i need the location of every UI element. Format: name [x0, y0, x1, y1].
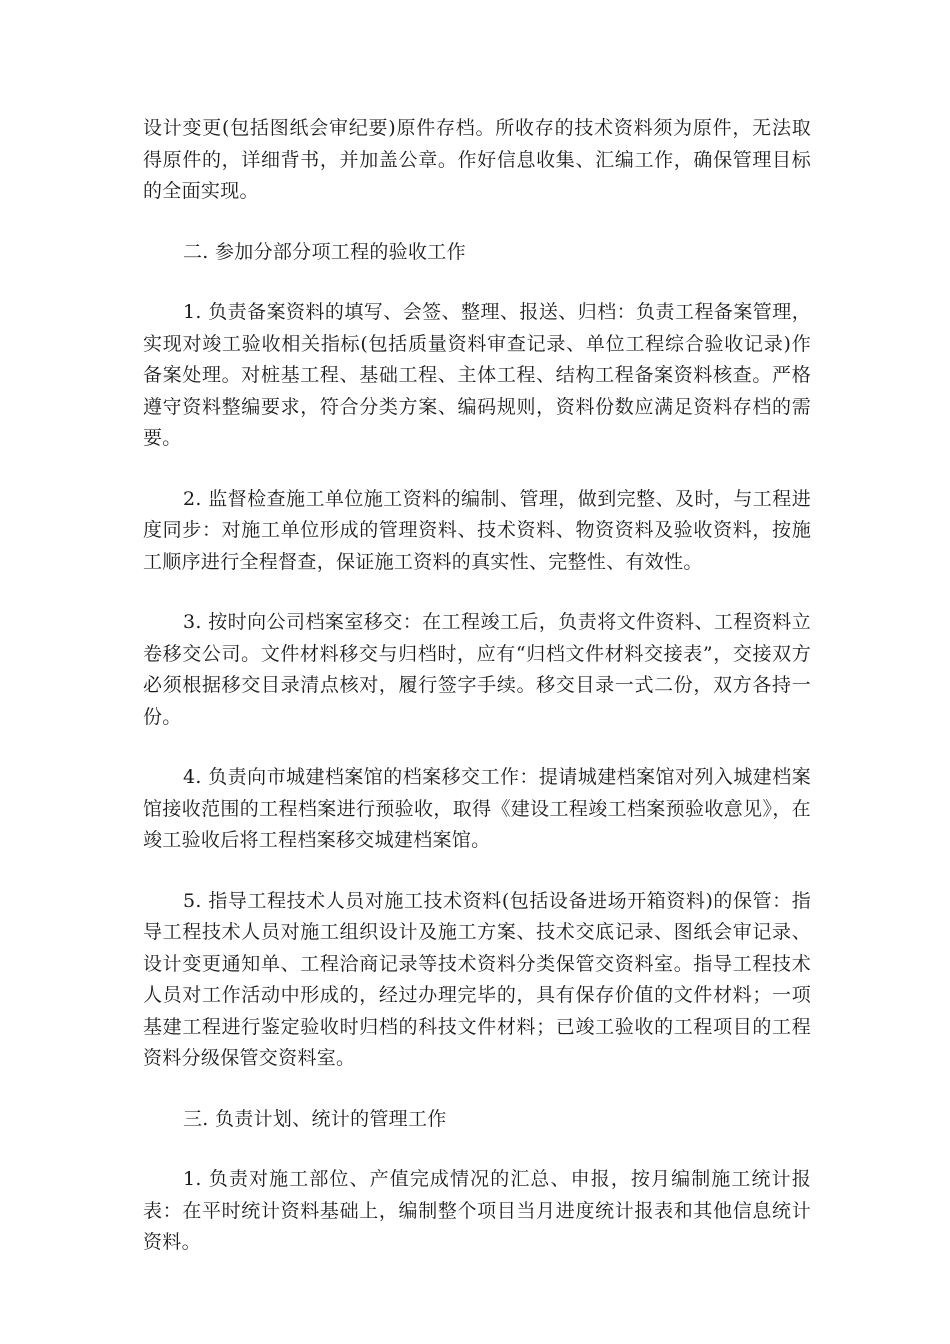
paragraph-item-3-1: 1. 负责对施工部位、产值完成情况的汇总、申报，按月编制施工统计报表：在平时统计资料基础上，编制整个项目当月进度统计报表和其他信息统计资料。 — [143, 1168, 811, 1253]
paragraph-item-2-1: 1. 负责备案资料的填写、会签、整理、报送、归档：负责工程备案管理，实现对竣工验收相关指标(包括质量资料审查记录、单位工程综合验收记录)作备案处理。对桩基工程、基础工程、主体工程、结构工程备案资料核查。严格遵守资料整编要求，符合分类方案、编码规则，资料份数应满足资料存档的需要。 — [143, 301, 811, 449]
section-heading-2: 二. 参加分部分项工程的验收工作 — [183, 240, 466, 263]
paragraph-item-2-2: 2. 监督检查施工单位施工资料的编制、管理，做到完整、及时，与工程进度同步：对施工单位形成的管理资料、技术资料、物资资料及验收资料，按施工顺序进行全程督查，保证施工资料的真实性、完整性、有效性。 — [143, 487, 811, 573]
paragraph-item-2-5: 5. 指导工程技术人员对施工技术资料(包括设备进场开箱资料)的保管：指导工程技术人员对施工组织设计及施工方案、技术交底记录、图纸会审记录、设计变更通知单、工程洽商记录等技术资料分类保管交资料室。指导工程技术人员对工作活动中形成的，经过办理完毕的，具有保存价值的文件材料；一项基建工程进行鉴定验收时归档的科技文件材料；已竣工验收的工程项目的工程资料分级保管交资料室。 — [143, 889, 811, 1069]
document-body — [143, 113, 811, 1259]
paragraph-item-2-4: 4. 负责向市城建档案馆的档案移交工作：提请城建档案馆对列入城建档案馆接收范围的工程档案进行预验收，取得《建设工程竣工档案预验收意见》，在竣工验收后将工程档案移交城建档案馆。 — [143, 766, 811, 851]
section-heading-3: 三. 负责计划、统计的管理工作 — [183, 1107, 447, 1130]
paragraph-continuation: 设计变更(包括图纸会审纪要)原件存档。所收存的技术资料须为原件，无法取得原件的，详细背书，并加盖公章。作好信息收集、汇编工作，确保管理目标的全面实现。 — [143, 117, 811, 202]
paragraph-item-2-3: 3. 按时向公司档案室移交：在工程竣工后，负责将文件资料、工程资料立卷移交公司。文件材料移交与归档时，应有“归档文件材料交接表”，交接双方必须根据移交目录清点核对，履行签字手续。移交目录一式二份，双方各持一份。 — [143, 611, 811, 728]
